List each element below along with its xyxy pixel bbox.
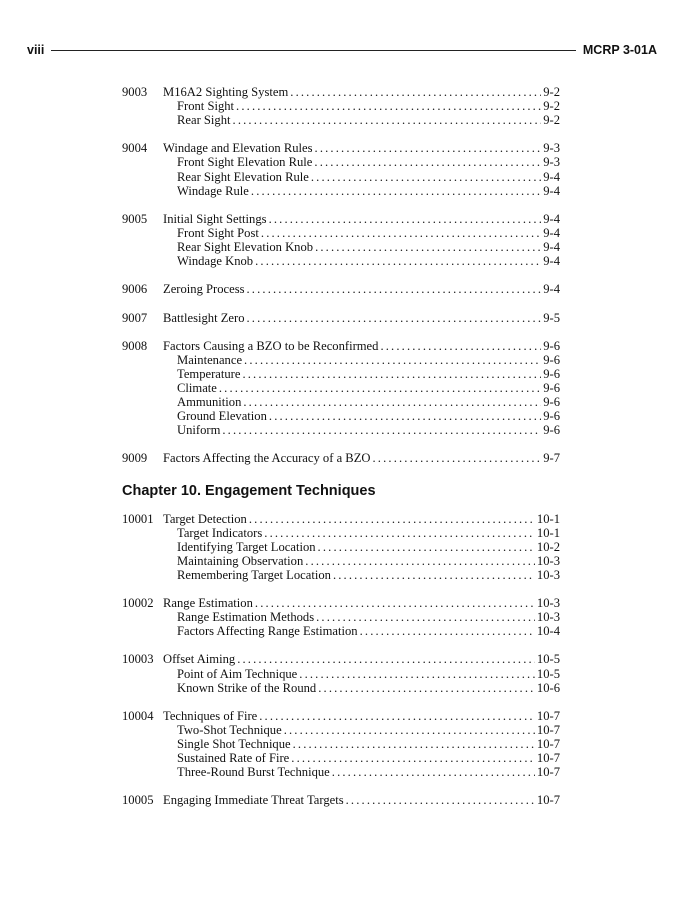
entry-page: 9-4 — [543, 211, 560, 226]
section-number: 9008 — [122, 338, 148, 353]
toc-subentry — [122, 624, 560, 638]
subentry-title: Ammunition — [177, 395, 242, 410]
entry-title: Windage and Elevation Rules — [163, 141, 313, 156]
dot-leader — [244, 353, 541, 367]
section-number: 10005 — [122, 793, 154, 808]
entry-page: 10-1 — [536, 511, 560, 526]
entry-title: Target Detection — [163, 511, 247, 526]
toc-entry — [122, 512, 560, 526]
toc-part-chapter-9 — [122, 85, 560, 466]
section-number: 9007 — [122, 310, 148, 325]
toc-subentry — [122, 353, 560, 367]
toc-subentry — [122, 568, 560, 582]
subentry-page: 10-4 — [536, 624, 560, 639]
dot-leader — [255, 596, 535, 610]
dot-leader — [380, 339, 541, 353]
toc-subentry — [122, 409, 560, 423]
section-number: 9004 — [122, 141, 148, 156]
dot-leader — [346, 793, 535, 807]
dot-leader — [305, 554, 535, 568]
toc-entry — [122, 212, 560, 226]
entry-page: 10-3 — [536, 596, 560, 611]
subentry-title: Maintenance — [177, 352, 243, 367]
subentry-page: 10-7 — [536, 737, 560, 752]
subentry-page: 10-7 — [536, 722, 560, 737]
subentry-page: 9-2 — [543, 113, 560, 128]
toc-entry — [122, 311, 560, 325]
subentry-title: Front Sight Post — [177, 225, 259, 240]
toc-entry — [122, 282, 560, 296]
entry-page: 10-7 — [536, 708, 560, 723]
subentry-page: 10-1 — [536, 525, 560, 540]
dot-leader — [269, 409, 541, 423]
dot-leader — [311, 170, 541, 184]
subentry-title: Rear Sight Elevation Knob — [177, 240, 314, 255]
dot-leader — [314, 155, 541, 169]
entry-title: Techniques of Fire — [163, 708, 258, 723]
subentry-page: 10-6 — [536, 680, 560, 695]
subentry-page: 10-3 — [536, 610, 560, 625]
toc-subentry — [122, 554, 560, 568]
dot-leader — [249, 512, 535, 526]
subentry-title: Point of Aim Technique — [177, 666, 298, 681]
section-number: 9009 — [122, 451, 148, 466]
toc-subentry — [122, 526, 560, 540]
toc-section — [122, 652, 560, 694]
subentry-page: 10-7 — [536, 751, 560, 766]
dot-leader — [316, 610, 535, 624]
dot-leader — [269, 212, 542, 226]
subentry-title: Front Sight — [177, 99, 235, 114]
toc-subentry — [122, 381, 560, 395]
subentry-page: 9-3 — [543, 155, 560, 170]
subentry-page: 9-4 — [543, 225, 560, 240]
dot-leader — [333, 568, 535, 582]
toc-subentry — [122, 254, 560, 268]
toc-section — [122, 282, 560, 296]
entry-page: 9-6 — [543, 338, 560, 353]
dot-leader — [255, 254, 541, 268]
entry-page: 9-4 — [543, 282, 560, 297]
toc-subentry — [122, 423, 560, 437]
toc-subentry — [122, 395, 560, 409]
subentry-title: Factors Affecting Range Estimation — [177, 624, 358, 639]
dot-leader — [237, 652, 535, 666]
subentry-page: 9-6 — [543, 366, 560, 381]
dot-leader — [318, 681, 535, 695]
subentry-page: 9-6 — [543, 423, 560, 438]
toc-section — [122, 709, 560, 779]
toc-subentry — [122, 184, 560, 198]
subentry-page: 9-4 — [543, 183, 560, 198]
entry-title: M16A2 Sighting System — [163, 85, 289, 99]
subentry-title: Three-Round Burst Technique — [177, 765, 330, 780]
toc-entry — [122, 141, 560, 155]
dot-leader — [264, 526, 535, 540]
toc-subentry — [122, 540, 560, 554]
entry-title: Factors Causing a BZO to be Reconfirmed — [163, 338, 379, 353]
toc-section — [122, 212, 560, 268]
subentry-title: Rear Sight Elevation Rule — [177, 169, 309, 184]
dot-leader — [315, 141, 542, 155]
dot-leader — [373, 451, 542, 465]
entry-title: Battlesight Zero — [163, 310, 245, 325]
dot-leader — [259, 709, 535, 723]
entry-page: 9-5 — [543, 310, 560, 325]
toc-part-chapter-10 — [122, 512, 560, 808]
subentry-title: Single Shot Technique — [177, 737, 291, 752]
entry-title: Offset Aiming — [163, 652, 236, 667]
subentry-title: Known Strike of the Round — [177, 680, 317, 695]
dot-leader — [315, 240, 541, 254]
dot-leader — [293, 737, 535, 751]
subentry-title: Two-Shot Technique — [177, 722, 282, 737]
toc-subentry — [122, 367, 560, 381]
subentry-title: Maintaining Observation — [177, 553, 304, 568]
toc-entry — [122, 85, 560, 99]
toc-subentry — [122, 155, 560, 169]
subentry-page: 10-5 — [536, 666, 560, 681]
toc-section — [122, 451, 560, 465]
dot-leader — [242, 367, 541, 381]
subentry-title: Target Indicators — [177, 525, 263, 540]
subentry-title: Rear Sight — [177, 113, 231, 128]
publication-id: MCRP 3-01A — [582, 43, 657, 57]
dot-leader — [332, 765, 535, 779]
dot-leader — [247, 311, 542, 325]
page-number: viii — [27, 43, 45, 57]
dot-leader — [291, 751, 535, 765]
table-of-contents — [122, 85, 560, 822]
page-header — [27, 40, 657, 60]
subentry-title: Temperature — [177, 366, 241, 381]
dot-leader — [360, 624, 535, 638]
toc-entry — [122, 596, 560, 610]
entry-title: Initial Sight Settings — [163, 211, 267, 226]
subentry-title: Windage Rule — [177, 183, 249, 198]
entry-page: 10-5 — [536, 652, 560, 667]
subentry-title: Climate — [177, 380, 217, 395]
dot-leader — [290, 85, 541, 99]
subentry-title: Range Estimation Methods — [177, 610, 315, 625]
toc-subentry — [122, 610, 560, 624]
toc-subentry — [122, 226, 560, 240]
dot-leader — [284, 723, 535, 737]
dot-leader — [318, 540, 535, 554]
entry-title: Engaging Immediate Threat Targets — [163, 793, 344, 808]
toc-subentry — [122, 751, 560, 765]
subentry-title: Sustained Rate of Fire — [177, 751, 290, 766]
subentry-title: Remembering Target Location — [177, 567, 331, 582]
section-number: 9005 — [122, 211, 148, 226]
toc-section — [122, 311, 560, 325]
toc-section — [122, 793, 560, 807]
entry-page: 9-2 — [543, 85, 560, 99]
subentry-page: 10-2 — [536, 539, 560, 554]
subentry-page: 9-6 — [543, 380, 560, 395]
dot-leader — [243, 395, 541, 409]
entry-page: 9-7 — [543, 451, 560, 466]
toc-subentry — [122, 667, 560, 681]
toc-subentry — [122, 113, 560, 127]
toc-entry — [122, 709, 560, 723]
dot-leader — [299, 667, 535, 681]
chapter-heading: Chapter 10. Engagement Techniques — [122, 482, 376, 499]
toc-subentry — [122, 681, 560, 695]
subentry-page: 9-4 — [543, 254, 560, 269]
dot-leader — [251, 184, 541, 198]
entry-title: Range Estimation — [163, 596, 253, 611]
toc-section — [122, 596, 560, 638]
toc-subentry — [122, 240, 560, 254]
entry-title: Factors Affecting the Accuracy of a BZO — [163, 451, 371, 466]
subentry-page: 9-4 — [543, 169, 560, 184]
toc-subentry — [122, 765, 560, 779]
toc-entry — [122, 652, 560, 666]
toc-entry — [122, 793, 560, 807]
subentry-page: 10-7 — [536, 765, 560, 780]
dot-leader — [233, 113, 542, 127]
toc-subentry — [122, 737, 560, 751]
dot-leader — [247, 282, 542, 296]
toc-section — [122, 339, 560, 438]
subentry-page: 9-6 — [543, 409, 560, 424]
section-number: 10001 — [122, 511, 154, 526]
subentry-page: 9-6 — [543, 352, 560, 367]
subentry-title: Front Sight Elevation Rule — [177, 155, 313, 170]
toc-subentry — [122, 170, 560, 184]
subentry-title: Uniform — [177, 423, 221, 438]
section-number: 9003 — [122, 85, 148, 99]
subentry-page: 9-4 — [543, 240, 560, 255]
entry-page: 9-3 — [543, 141, 560, 156]
subentry-title: Windage Knob — [177, 254, 254, 269]
subentry-page: 9-6 — [543, 395, 560, 410]
section-number: 10003 — [122, 652, 154, 667]
subentry-page: 10-3 — [536, 553, 560, 568]
dot-leader — [236, 99, 541, 113]
toc-subentry — [122, 99, 560, 113]
subentry-title: Ground Elevation — [177, 409, 267, 424]
section-number: 10002 — [122, 596, 154, 611]
entry-title: Zeroing Process — [163, 282, 245, 297]
section-number: 10004 — [122, 708, 154, 723]
subentry-page: 9-2 — [543, 99, 560, 114]
dot-leader — [219, 381, 541, 395]
section-number: 9006 — [122, 282, 148, 297]
subentry-title: Identifying Target Location — [177, 539, 316, 554]
entry-page: 10-7 — [536, 793, 560, 808]
toc-section — [122, 512, 560, 582]
subentry-page: 10-3 — [536, 567, 560, 582]
toc-section — [122, 141, 560, 197]
toc-section — [122, 85, 560, 127]
toc-subentry — [122, 723, 560, 737]
toc-entry — [122, 451, 560, 465]
header-rule — [51, 50, 576, 51]
dot-leader — [222, 423, 541, 437]
dot-leader — [261, 226, 541, 240]
toc-entry — [122, 339, 560, 353]
